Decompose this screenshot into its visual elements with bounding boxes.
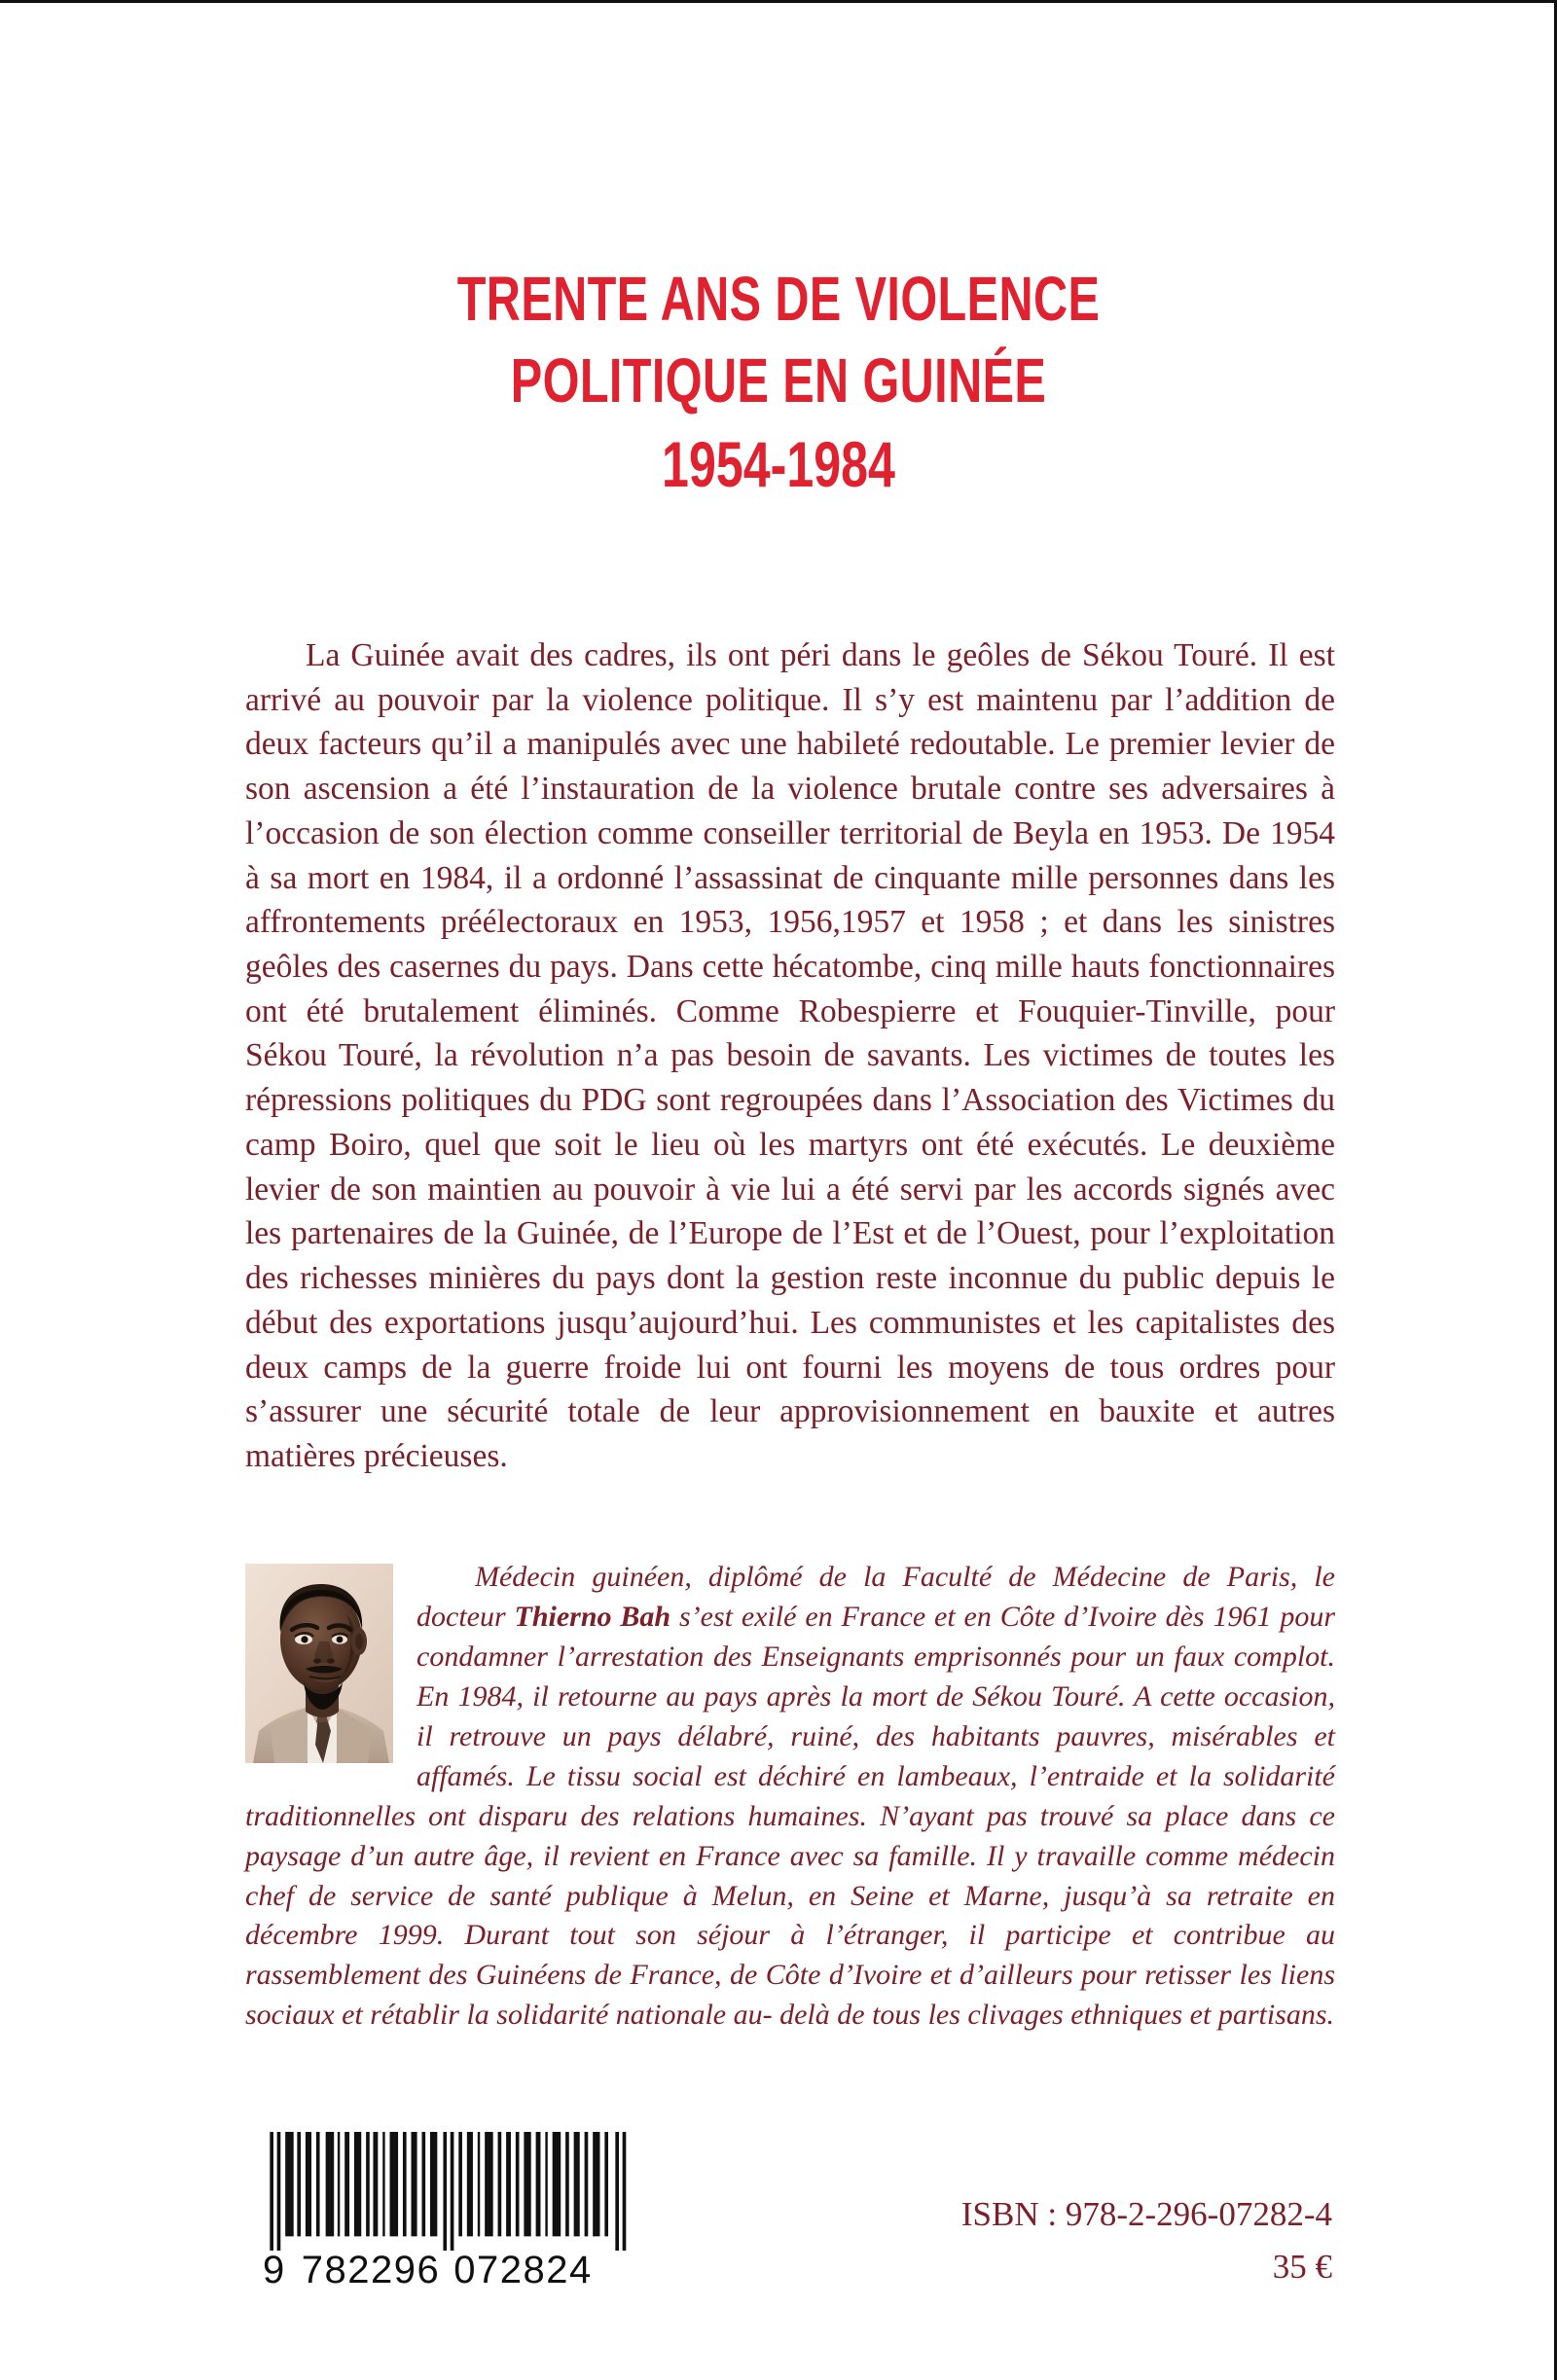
author-portrait-photo xyxy=(245,1564,393,1763)
barcode-digits xyxy=(263,2249,652,2292)
author-bio-text xyxy=(245,1558,1335,2036)
author-bio-section xyxy=(245,1558,1335,2036)
price-text: 35 € xyxy=(1272,2248,1332,2287)
back-cover-blurb: La Guinée avait des cadres, ils ont péri dans le geôles de Sékou Touré. Il est arrivé au pouvoir par la violence politique. Il s’y est maintenu par l’addition de deux facteurs qu’il a manipulés avec une habileté redoutable. Le premier levier de son ascension a été l’instauration de la violence brutale contre ses adversaires à l’occasion de son élection comme conseiller territorial de Beyla en 1953. De 1954 à sa mort en 1984, il a ordonné l’assassinat de cinquante mille personnes dans les affrontements préélectoraux en 1953, 1956,1957 et 1958 ; et dans les sinistres geôles des casernes du pays. Dans cette hécatombe, cinq mille hauts fonctionnaires ont été brutalement éliminés. Comme Robespierre et Fouquier-Tinville, pour Sékou Touré, la révolution n’a pas besoin de savants. Les victimes de toutes les répressions politiques du PDG sont regroupées dans l’Association des Victimes du camp Boiro, quel que soit le lieu où les martyrs ont été exécutés. Le deuxième levier de son maintien au pouvoir à vie lui a été servi par les accords signés avec les partenaires de la Guinée, de l’Europe de l’Est et de l’Ouest, pour l’exploitation des richesses minières du pays dont la gestion reste inconnue du public depuis le début des exportations jusqu’aujourd’hui. Les communistes et les capitalistes des deux camps de la guerre froide lui ont fourni les moyens de tous ordres pour s’assurer une sécurité totale de leur approvisionnement en bauxite et autres matières précieuses. xyxy=(245,637,1335,1474)
isbn-price-block xyxy=(961,2188,1332,2294)
isbn-text: ISBN : 978-2-296-07282-4 xyxy=(960,2195,1332,2233)
title-line-years: 1954-1984 xyxy=(662,427,895,500)
title-line-2: POLITIQUE EN GUINÉE xyxy=(510,345,1047,416)
page-title xyxy=(0,258,1557,507)
barcode-lead-digit: 9 xyxy=(263,2249,286,2291)
title-line-1: TRENTE ANS DE VIOLENCE xyxy=(456,264,1101,334)
barcode-bars xyxy=(263,2132,655,2251)
barcode-group-2: 072824 xyxy=(453,2249,593,2291)
bio-part-1: Médecin guinéen, diplômé de la Faculté de Médecine de Paris, le docteur xyxy=(416,1561,1335,1633)
ean13-barcode xyxy=(263,2132,652,2292)
barcode-group-1: 782296 xyxy=(301,2249,441,2291)
bio-part-2: s’est exilé en France et en Côte d’Ivoire dès 1961 pour condamner l’arrestation des Enseignants emprisonnés pour un faux complot. En 1984, il retourne au pays après la mort de Sékou Touré. A cette occasion, il retrouve un pays délabré, ruiné, des habitants pauvres, misérables et affamés. Le tissu social est déchiré en lambeaux, l’entraide et la solidarité traditionnelles ont disparu des relations humaines. N’ayant pas trouvé sa place dans ce paysage d’un autre âge, il revient en France avec sa famille. Il y travaille comme médecin chef de service de santé publique à Melun, en Seine et Marne, jusqu’à sa retraite en décembre 1999. Durant tout son séjour à l’étranger, il participe et contribue au rassemblement des Guinéens de France, de Côte d’Ivoire et d’ailleurs pour retisser les liens sociaux et rétablir la solidarité nationale au- delà de tous les clivages ethniques et partisans. xyxy=(245,1600,1336,2032)
author-name: Thierno Bah xyxy=(514,1600,671,1633)
